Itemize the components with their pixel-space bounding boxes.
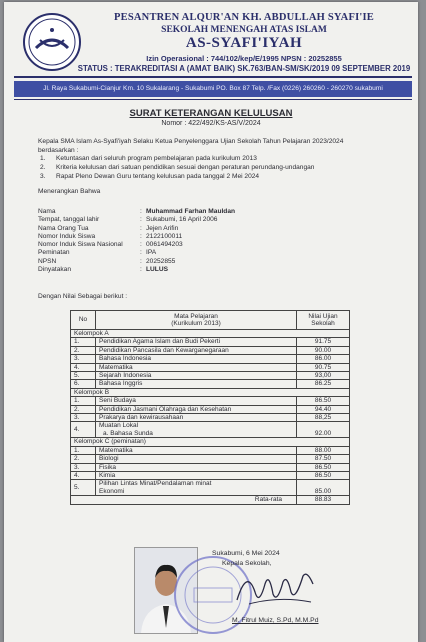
row-subject: Matematika <box>96 446 297 454</box>
row-score: 91.75 <box>297 338 350 346</box>
intro-line-2: berdasarkan : <box>38 147 79 154</box>
identity-key: Nama Orang Tua <box>38 224 89 232</box>
row-no: 4. <box>71 363 96 371</box>
row-subject: Biologi <box>96 455 297 463</box>
row-score: 86.25 <box>297 380 350 388</box>
graduation-status: LULUS <box>146 266 168 274</box>
identity-row: Nama Orang Tua : Jejen Arifin <box>38 224 179 232</box>
row-score: 86.00 <box>297 355 350 363</box>
identity-value: IPA <box>146 249 157 257</box>
school-logo <box>22 12 82 72</box>
average-label: Rata-rata <box>71 496 297 504</box>
row-subject-sub: a. Bahasa Sunda <box>103 429 153 437</box>
row-score: 88,25 <box>297 414 350 422</box>
group-row <box>71 388 350 396</box>
identity-key: Nama <box>38 208 56 215</box>
signature-place-date: Sukabumi, 6 Mei 2024 <box>212 550 280 557</box>
table-row <box>71 446 350 454</box>
address-rule <box>14 99 412 100</box>
table-row <box>71 480 350 496</box>
row-no: 4. <box>71 471 96 479</box>
average-row <box>71 496 350 504</box>
table-row <box>71 422 350 438</box>
identity-row: NPSN : 20252855 <box>38 257 176 265</box>
identity-row: Nomor Induk Siswa : 2122100011 <box>38 232 183 240</box>
table-row <box>71 414 350 422</box>
school-name: AS-SYAFI'IYAH <box>185 35 303 51</box>
row-score: 92.00 <box>297 422 350 438</box>
row-subject <box>96 480 297 496</box>
list-number: 1. <box>40 155 46 162</box>
row-subject: Pendidikan Agama Islam dan Budi Pekerti <box>96 338 297 346</box>
row-score: 90.75 <box>297 363 350 371</box>
identity-value: Jejen Arifin <box>146 224 179 232</box>
row-no: 1. <box>71 446 96 454</box>
list-item <box>40 172 390 181</box>
table-row <box>71 355 350 363</box>
handwritten-signature-icon <box>229 562 319 612</box>
row-score: 87.50 <box>297 455 350 463</box>
row-no: 2. <box>71 346 96 354</box>
row-no: 2. <box>71 405 96 413</box>
identity-value: Muhammad Farhan Mauldan <box>146 208 236 215</box>
intro-paragraph <box>38 137 388 155</box>
row-no: 5. <box>71 480 96 496</box>
row-no: 4. <box>71 422 96 438</box>
signature-name: M. Fitrul Muiz, S.Pd, M.M.Pd <box>232 617 319 624</box>
row-score: 86.50 <box>297 471 350 479</box>
row-no: 3. <box>71 414 96 422</box>
identity-key: Nomor Induk Siswa <box>38 232 96 240</box>
row-no: 6. <box>71 380 96 388</box>
list-number: 3. <box>40 173 46 180</box>
foundation-name: PESANTREN ALQUR'AN KH. ABDULLAH SYAFI'IE <box>114 12 374 23</box>
row-subject: Pendidikan Jasmani Olahraga dan Kesehatan <box>96 405 297 413</box>
license-line: Izin Operasional : 744/102/kep/E/1995 NPSN : 20252855 <box>146 54 342 63</box>
table-row <box>71 455 350 463</box>
menerangkan-label: Menerangkan Bahwa <box>38 188 101 195</box>
list-item <box>40 163 390 172</box>
row-score: 86.50 <box>297 463 350 471</box>
identity-value: 2122100011 <box>146 232 183 240</box>
row-no: 1. <box>71 338 96 346</box>
table-row <box>71 372 350 380</box>
row-subject: Pendidikan Pancasila dan Kewarganegaraan <box>96 346 297 354</box>
identity-key: Dinyatakan <box>38 266 71 274</box>
table-row <box>71 363 350 371</box>
list-item <box>40 154 390 163</box>
col-no-header: No <box>71 311 96 330</box>
row-subject: Prakarya dan kewirausahaan <box>96 414 297 422</box>
table-row <box>71 463 350 471</box>
row-subject: Seni Budaya <box>96 397 297 405</box>
group-label-a: Kelompok A <box>71 330 350 338</box>
row-score: 93,00 <box>297 372 350 380</box>
row-subject: Fisika <box>96 463 297 471</box>
table-row <box>71 405 350 413</box>
row-subject: Bahasa Indonesia <box>96 355 297 363</box>
certificate-sheet <box>4 2 418 642</box>
col-score-header <box>297 311 350 330</box>
table-row <box>71 380 350 388</box>
row-subject: Bahasa Inggris <box>96 380 297 388</box>
row-score: 90.00 <box>297 346 350 354</box>
row-subject: Matematika <box>96 363 297 371</box>
grades-table <box>70 310 350 505</box>
identity-value: 0061494203 <box>146 241 183 249</box>
table-header-row <box>71 311 350 330</box>
row-no: 5. <box>71 372 96 380</box>
row-subject-line: Muatan Lokal <box>99 422 139 430</box>
table-row <box>71 338 350 346</box>
student-identity <box>38 208 235 274</box>
row-no: 3. <box>71 355 96 363</box>
identity-key: Tempat, tanggal lahir <box>38 216 100 224</box>
identity-row: Tempat, tanggal lahir : Sukabumi, 16 April 2006 <box>38 216 218 224</box>
identity-row: Nama : Muhammad Farhan Mauldan <box>38 208 236 215</box>
identity-row: Peminatan : IPA <box>38 249 157 257</box>
table-row <box>71 471 350 479</box>
identity-row: Dinyatakan : LULUS <box>38 266 168 274</box>
signature-role: Kepala Sekolah, <box>222 560 272 567</box>
address-bar: Jl. Raya Sukabumi-Cianjur Km. 10 Sukalarang - Sukabumi PO. Box 87 Telp. /Fax (0226) 260260 - 260270 sukabumi <box>14 81 412 97</box>
group-label-c: Kelompok C (peminatan) <box>71 438 350 446</box>
row-subject: Kimia <box>96 471 297 479</box>
identity-key: Peminatan <box>38 249 70 257</box>
group-label-b: Kelompok B <box>71 388 350 396</box>
col-score-line-1: Nilai Ujian <box>308 312 338 320</box>
row-subject: Sejarah Indonesia <box>96 372 297 380</box>
row-subject <box>96 422 297 438</box>
list-text: Kriteria kelulusan dari satuan pendidikan sesuai dengan peraturan perundang-undangan <box>56 164 315 171</box>
row-score: 88.00 <box>297 446 350 454</box>
col-subject-header <box>96 311 297 330</box>
row-score: 86.50 <box>297 397 350 405</box>
school-type: SEKOLAH MENENGAH ATAS ISLAM <box>161 25 327 35</box>
accreditation-line: STATUS : TERAKREDITASI A (AMAT BAIK) SK.763/BAN-SM/SK/2019 09 SEPTEMBER 2019 <box>77 64 411 73</box>
table-row <box>71 397 350 405</box>
group-row <box>71 330 350 338</box>
row-subject-sub: Ekonomi <box>99 487 125 495</box>
intro-line-1: Kepala SMA Islam As-Syafi'iyah Selaku Ketua Penyelenggara Ujian Sekolah Tahun Pelajaran 2023/2024 <box>38 138 344 145</box>
letter-title: SURAT KETERANGAN KELULUSAN <box>129 108 293 119</box>
row-score: 94.40 <box>297 405 350 413</box>
list-text: Ketuntasan dari seluruh program pembelajaran pada kurikulum 2013 <box>56 155 257 162</box>
table-row <box>71 346 350 354</box>
identity-value: 20252855 <box>146 257 176 265</box>
letter-number: Nomor : 422/492/KS-AS/V/2024 <box>161 120 261 127</box>
average-value: 88.83 <box>297 496 350 504</box>
list-number: 2. <box>40 164 46 171</box>
col-subject-line-1: Mata Pelajaran <box>174 312 218 320</box>
col-subject-line-2: (Kurikulum 2013) <box>171 320 221 327</box>
grades-intro: Dengan Nilai Sebagai berikut : <box>38 293 128 300</box>
row-no: 3. <box>71 463 96 471</box>
identity-key: NPSN <box>38 257 57 265</box>
basis-list <box>40 154 390 181</box>
header-rule <box>14 76 412 78</box>
identity-key: Nomor Induk Siswa Nasional <box>38 241 123 249</box>
row-no: 1. <box>71 397 96 405</box>
group-row <box>71 438 350 446</box>
row-subject-line: Pilihan Lintas Minat/Pendalaman minat <box>99 480 212 488</box>
identity-value: Sukabumi, 16 April 2006 <box>146 216 218 224</box>
list-text: Rapat Pleno Dewan Guru tentang kelulusan pada tanggal 2 Mei 2024 <box>56 173 260 180</box>
col-score-line-2: Sekolah <box>311 320 335 327</box>
row-score: 85.00 <box>297 480 350 496</box>
identity-row: Nomor Induk Siswa Nasional : 0061494203 <box>38 241 183 249</box>
row-no: 2. <box>71 455 96 463</box>
